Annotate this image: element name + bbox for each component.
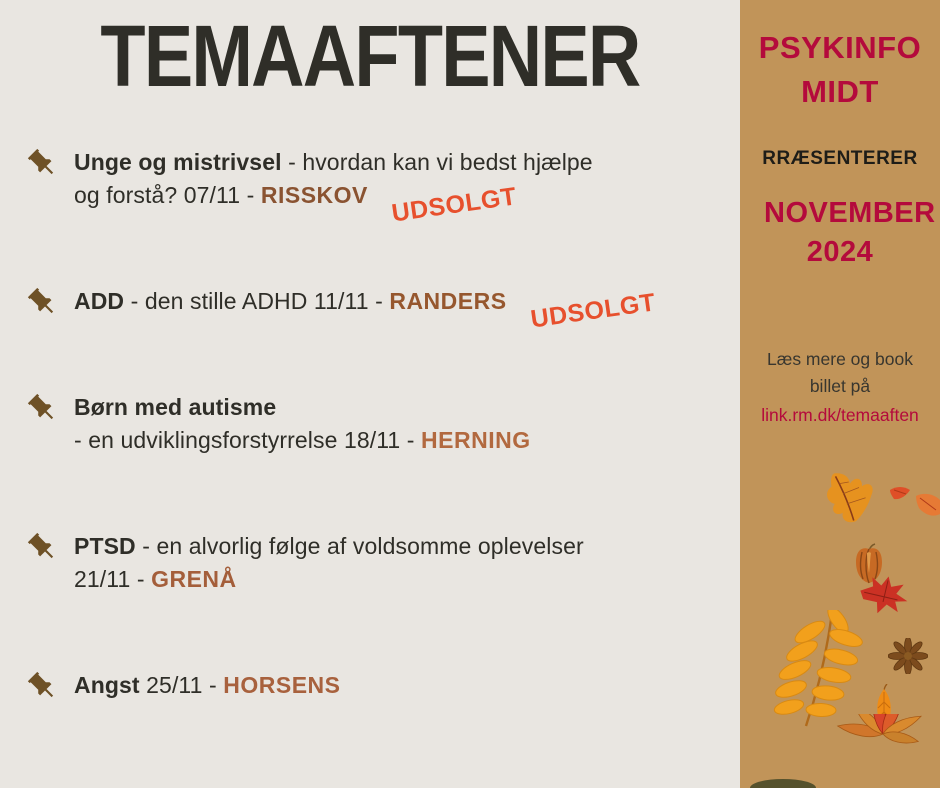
booking-link[interactable]: link.rm.dk/temaaften bbox=[761, 404, 919, 425]
sidebar bbox=[740, 0, 940, 788]
rowan-leaf-icon bbox=[768, 610, 870, 728]
pushpin-icon bbox=[26, 146, 74, 179]
event-item bbox=[26, 530, 726, 596]
event-description: PTSD - en alvorlig følge af voldsomme oplevelser 21/11 - GRENÅ bbox=[74, 533, 584, 592]
presents-label: RRÆSENTERER bbox=[762, 148, 918, 170]
event-item bbox=[26, 391, 726, 457]
event-topic: Unge og mistrivsel bbox=[74, 149, 282, 175]
event-topic: Angst bbox=[74, 672, 140, 698]
event-item bbox=[26, 146, 726, 228]
pushpin-icon bbox=[26, 285, 74, 318]
brand-title: PSYKINFO MIDT bbox=[758, 30, 922, 110]
pushpin-icon bbox=[26, 669, 74, 702]
pushpin-icon bbox=[26, 391, 74, 424]
page-title: TEMAAFTENER bbox=[100, 7, 640, 105]
creeper-leaf-icon bbox=[826, 714, 940, 788]
event-topic: Børn med autisme bbox=[74, 394, 277, 420]
star-anise-icon bbox=[888, 638, 928, 674]
event-location: GRENÅ bbox=[151, 566, 237, 592]
event-description: Angst 25/11 - HORSENS bbox=[74, 672, 341, 698]
soldout-badge: UDSOLGT bbox=[389, 182, 519, 228]
event-location: HERNING bbox=[421, 427, 531, 453]
event-topic: PTSD bbox=[74, 533, 136, 559]
pushpin-icon bbox=[26, 530, 74, 563]
event-description: Unge og mistrivsel - hvordan kan vi bedst hjælpe og forstå? 07/11 - RISSKOV UDSOLGT bbox=[74, 146, 593, 212]
maple-leaf-icon bbox=[856, 573, 913, 618]
month-label: NOVEMBER 2024 bbox=[764, 197, 936, 269]
event-location: HORSENS bbox=[223, 672, 341, 698]
red-leaf-fragment-icon bbox=[888, 484, 940, 520]
event-location: RISSKOV bbox=[260, 182, 368, 208]
cta-text bbox=[754, 346, 926, 428]
event-item bbox=[26, 285, 726, 334]
event-item bbox=[26, 669, 726, 702]
oak-leaf-icon bbox=[812, 453, 890, 530]
small-orange-leaf-icon bbox=[870, 684, 898, 732]
event-description: ADD - den stille ADHD 11/11 - RANDERS UDSOLGT bbox=[74, 285, 654, 318]
physalis-lantern-icon bbox=[852, 543, 886, 585]
event-description: Børn med autisme - en udviklingsforstyrrelse 18/11 - HERNING bbox=[74, 394, 531, 453]
event-topic: ADD bbox=[74, 288, 125, 314]
dark-leaf-edge-icon bbox=[748, 774, 818, 788]
soldout-badge: UDSOLGT bbox=[528, 288, 657, 334]
event-location: RANDERS bbox=[389, 288, 507, 314]
event-list bbox=[26, 146, 726, 702]
cta-line: Læs mere og book billet på bbox=[767, 349, 913, 396]
